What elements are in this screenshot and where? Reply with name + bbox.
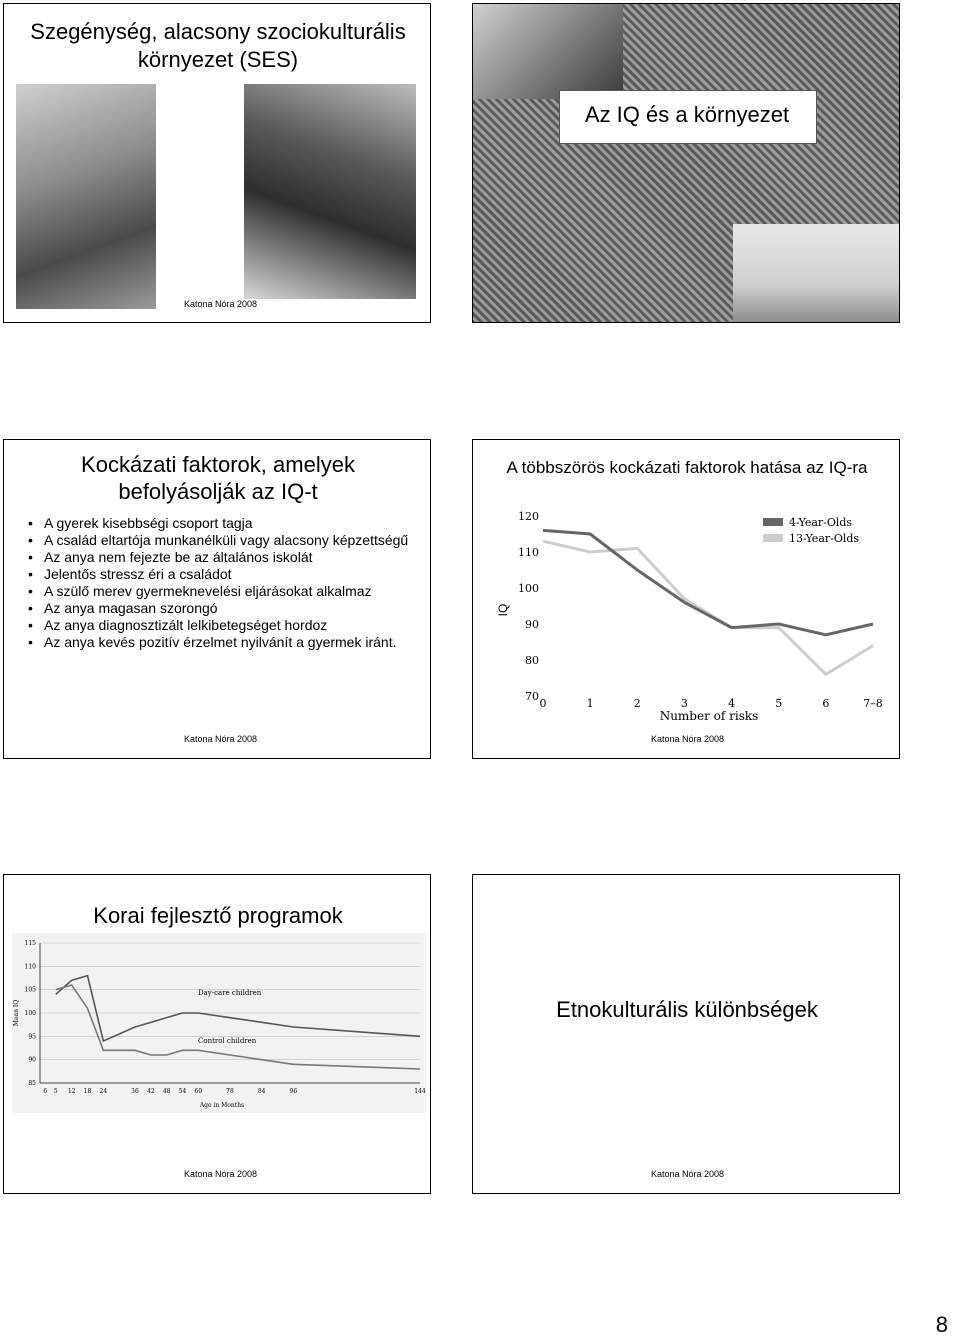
list-item: • Az anya magasan szorongó xyxy=(26,600,416,617)
series-label-control: Control children xyxy=(198,1037,257,1045)
slide-footer: Katona Nóra 2008 xyxy=(184,299,258,309)
x-tick-label: 96 xyxy=(289,1088,298,1095)
y-tick-label: 90 xyxy=(525,618,539,631)
photo-girl-with-hay xyxy=(16,84,156,309)
legend-label-13yo: 13-Year-Olds xyxy=(789,532,860,545)
y-tick-label: 95 xyxy=(28,1033,36,1041)
x-tick-label: 5 xyxy=(53,1088,58,1095)
series-label-daycare: Day-care children xyxy=(198,989,262,997)
x-tick-label: 36 xyxy=(131,1088,139,1095)
series-line-daycare xyxy=(56,976,420,1041)
legend-label-4yo: 4-Year-Olds xyxy=(789,516,853,529)
slide-title: A többszörös kockázati faktorok hatása az IQ-ra xyxy=(506,458,868,477)
x-tick-label: 2 xyxy=(633,697,641,710)
legend-swatch-13yo xyxy=(763,534,783,542)
slide-title: Az IQ és a környezet xyxy=(584,102,790,127)
x-tick-label: 54 xyxy=(178,1088,187,1095)
photo-family-running xyxy=(733,224,900,323)
list-item: • Az anya nem fejezte be az általános iskolát xyxy=(26,549,416,566)
x-tick-label: 6 xyxy=(822,697,830,710)
y-tick-label: 85 xyxy=(28,1080,36,1087)
slide-early-programs xyxy=(3,874,431,1194)
slide-title: Szegénység, alacsony szociokulturális környezet (SES) xyxy=(30,19,406,72)
series-line-control xyxy=(56,985,420,1069)
y-axis-label: IQ xyxy=(496,603,510,617)
iq-risk-chart xyxy=(473,500,900,759)
slide-footer: Katona Nóra 2008 xyxy=(651,1169,725,1179)
x-axis-label: Number of risks xyxy=(659,709,759,723)
y-tick-label: 110 xyxy=(518,546,539,559)
y-tick-label: 115 xyxy=(24,940,36,947)
x-tick-label: 24 xyxy=(99,1088,108,1095)
x-tick-label: 4 xyxy=(728,697,736,710)
x-tick-label: 6 xyxy=(43,1088,48,1095)
slide-title: Kockázati faktorok, amelyek befolyásolják az IQ-t xyxy=(81,452,355,504)
list-item: • A család eltartója munkanélküli vagy alacsony képzettségű xyxy=(26,532,416,549)
x-tick-label: 18 xyxy=(83,1088,92,1095)
y-tick-label: 105 xyxy=(24,986,36,994)
x-tick-label: 7–8 xyxy=(863,697,883,710)
list-item: • Az anya kevés pozitív érzelmet nyilvánít a gyermek iránt. xyxy=(26,634,416,651)
photo-children-top xyxy=(473,4,623,99)
y-tick-label: 120 xyxy=(518,510,539,523)
page-number: 8 xyxy=(935,1312,948,1337)
x-tick-label: 48 xyxy=(162,1088,171,1095)
slide-title: Etnokulturális különbségek xyxy=(556,997,818,1022)
x-tick-label: 5 xyxy=(775,697,783,710)
list-item: • Az anya diagnosztizált lelkibetegséget hordoz xyxy=(26,617,416,634)
slide-footer: Katona Nóra 2008 xyxy=(184,734,258,744)
x-axis-label: Age in Months xyxy=(199,1102,245,1109)
y-tick-label: 80 xyxy=(525,654,539,667)
slide-ses xyxy=(3,3,431,323)
y-tick-label: 70 xyxy=(525,690,539,703)
series-line-13yo xyxy=(543,541,873,674)
y-tick-label: 90 xyxy=(28,1056,36,1064)
y-tick-label: 110 xyxy=(24,963,36,971)
y-axis-label: Mean IQ xyxy=(13,999,20,1027)
y-tick-label: 100 xyxy=(518,582,539,595)
early-intervention-chart xyxy=(12,933,426,1113)
series-line-4yo xyxy=(543,530,873,634)
x-tick-label: 0 xyxy=(539,697,547,710)
slide-multiple-risks-chart xyxy=(472,439,900,759)
x-tick-label: 84 xyxy=(257,1088,266,1095)
slide-ethnocultural xyxy=(472,874,900,1194)
slide-footer: Katona Nóra 2008 xyxy=(184,1169,258,1179)
list-item: • Jelentős stressz éri a családot xyxy=(26,566,416,583)
x-tick-label: 144 xyxy=(414,1088,426,1095)
slide-footer: Katona Nóra 2008 xyxy=(651,734,725,744)
x-tick-label: 78 xyxy=(226,1088,234,1095)
slide-risk-factors xyxy=(3,439,431,759)
list-item: • A szülő merev gyermeknevelési eljárásokat alkalmaz xyxy=(26,583,416,600)
y-tick-label: 100 xyxy=(24,1010,36,1017)
photo-family-eating xyxy=(244,84,416,299)
slide-iq-environment xyxy=(472,3,900,323)
x-tick-label: 60 xyxy=(194,1088,203,1095)
legend-swatch-4yo xyxy=(763,518,783,526)
risk-factor-list xyxy=(26,515,416,651)
x-tick-label: 12 xyxy=(67,1088,76,1095)
x-tick-label: 42 xyxy=(147,1088,155,1095)
slide-title: Korai fejlesztő programok xyxy=(93,903,343,928)
list-item: • A gyerek kisebbségi csoport tagja xyxy=(26,515,416,532)
x-tick-label: 3 xyxy=(680,697,688,710)
x-tick-label: 1 xyxy=(586,697,594,710)
